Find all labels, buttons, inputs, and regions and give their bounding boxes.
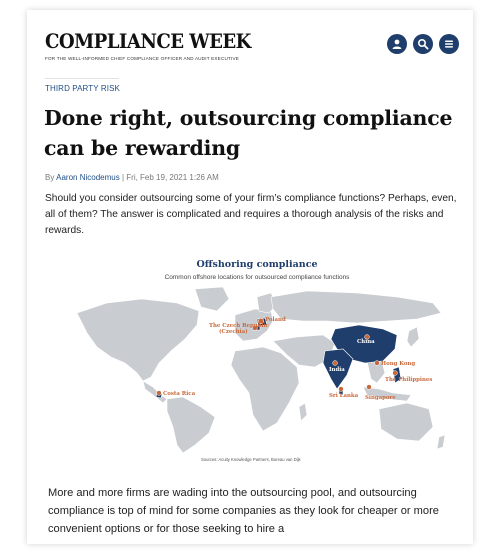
marker-hong-kong — [375, 361, 380, 366]
marker-india — [333, 361, 338, 366]
label-india: India — [329, 367, 345, 373]
header-actions — [387, 34, 459, 54]
article-category[interactable]: THIRD PARTY RISK — [45, 84, 120, 93]
article-byline — [45, 173, 219, 182]
label-sri-lanka: Sri Lanka — [329, 393, 359, 399]
label-singapore: Singapore — [365, 395, 396, 401]
label-china: China — [357, 339, 375, 345]
author-link[interactable]: Aaron Nicodemus — [56, 173, 120, 182]
figure-source: Sources: Acuity Knowledge Partners, Bureau van Dijk — [201, 457, 301, 462]
masthead — [45, 30, 266, 61]
article-headline: Done right, outsourcing compliance can be rewarding — [44, 106, 453, 160]
article-body-paragraph: More and more firms are wading into the outsourcing pool, and outsourcing compliance is top of mind for some companies as they look for cheaper or more convenient options or for those seeking to hire a — [48, 487, 439, 535]
label-czechia: The Czech Republic (Czechia) — [209, 323, 269, 335]
site-tagline: FOR THE WELL-INFORMED CHIEF COMPLIANCE OFFICER AND AUDIT EXECUTIVE — [45, 56, 239, 61]
marker-sri-lanka — [339, 387, 344, 392]
marker-philippines — [393, 371, 398, 376]
figure-subtitle: Common offshore locations for outsourced compliance functions — [164, 274, 350, 281]
page-frame — [27, 10, 473, 544]
label-poland: Poland — [265, 317, 286, 323]
article-lede: Should you consider outsourcing some of your firm’s compliance functions? Perhaps, even, all of them? The answer is complicated and requires a thorough analysis of the risks and rewards. — [45, 193, 457, 236]
byline-separator: | — [121, 173, 125, 182]
label-hong-kong: Hong Kong — [381, 361, 416, 367]
label-philippines: The Philippines — [385, 377, 433, 383]
marker-singapore — [367, 385, 372, 390]
byline-prefix: By — [45, 173, 55, 182]
site-logo[interactable]: COMPLIANCE WEEK — [45, 30, 251, 53]
label-costa-rica: Costa Rica — [163, 391, 196, 397]
marker-costa-rica — [157, 391, 162, 396]
menu-icon[interactable] — [439, 34, 459, 54]
category-divider — [45, 78, 119, 79]
publish-date: Fri, Feb 19, 2021 1:26 AM — [126, 173, 219, 182]
world-map — [67, 285, 447, 455]
search-icon[interactable] — [413, 34, 433, 54]
offshoring-map-figure — [67, 255, 447, 465]
figure-title: Offshoring compliance — [196, 259, 318, 270]
user-icon[interactable] — [387, 34, 407, 54]
